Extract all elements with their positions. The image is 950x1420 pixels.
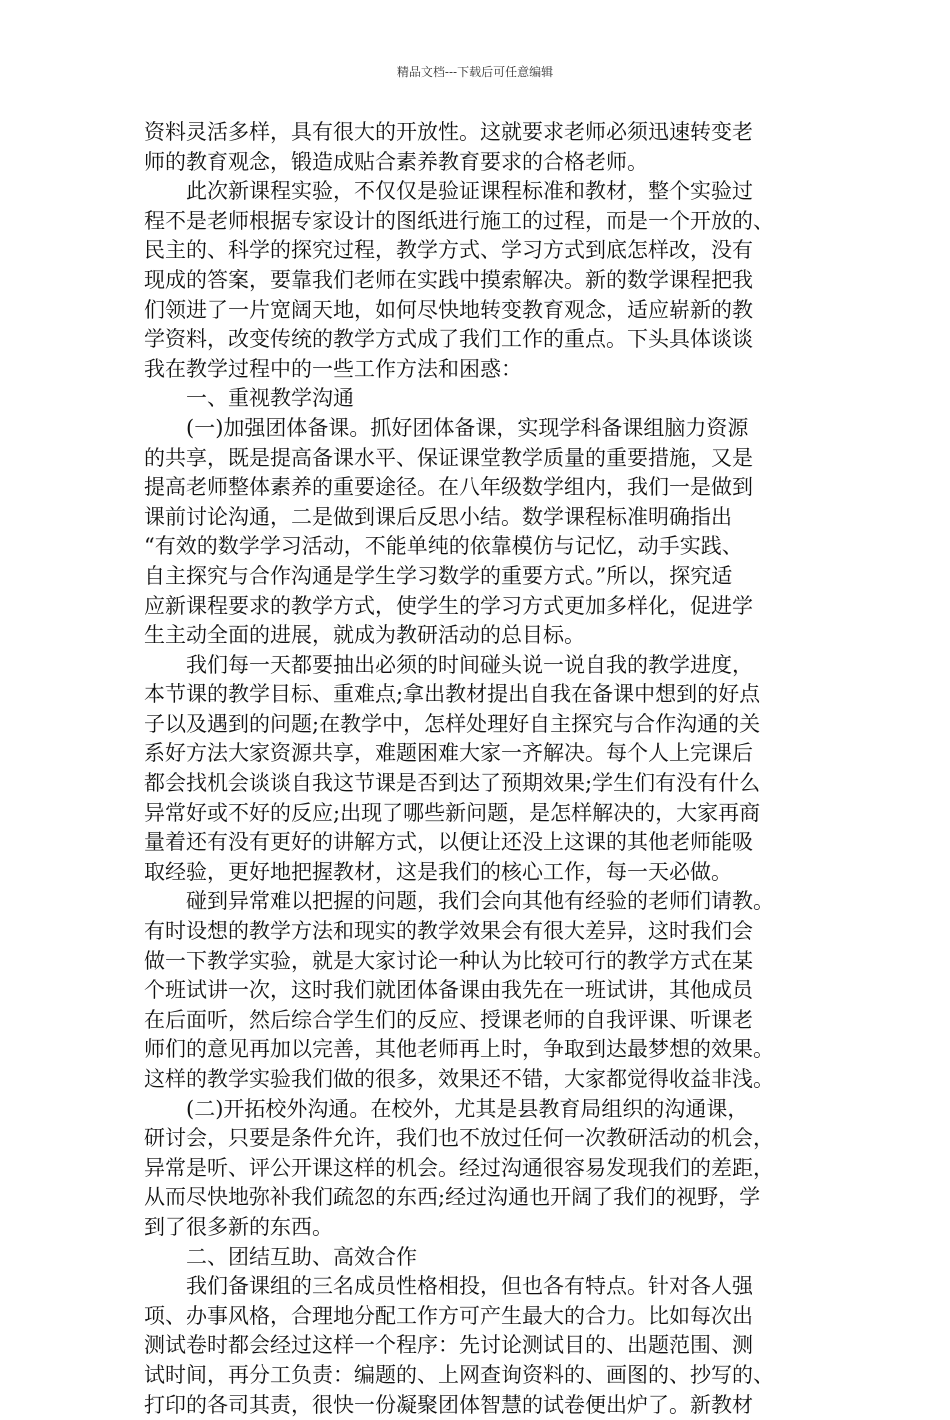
text-line: 生主动全面的进展，就成为教研活动的总目标。: [144, 623, 585, 648]
text-line: 在后面听，然后综合学生们的反应、授课老师的自我评课、听课老: [144, 1007, 753, 1032]
text-line: 提高老师整体素养的重要途径。在八年级数学组内，我们一是做到: [144, 475, 753, 500]
page-header: 精品文档---下载后可任意编辑: [396, 65, 554, 79]
text-line: 异常好或不好的反应;出现了哪些新问题，是怎样解决的，大家再商: [144, 800, 761, 825]
text-line: 做一下教学实验，就是大家讨论一种认为比较可行的教学方式在某: [144, 948, 753, 973]
text-line: 师们的意见再加以完善，其他老师再上时，争取到达最梦想的效果。: [144, 1037, 774, 1062]
text-line: 一、重视教学沟通: [186, 386, 354, 411]
text-line: 资料灵活多样，具有很大的开放性。这就要求老师必须迅速转变老: [144, 120, 753, 144]
text-line: 课前讨论沟通，二是做到课后反思小结。数学课程标准明确指出: [144, 504, 732, 529]
text-line: 都会找机会谈谈自我这节课是否到达了预期效果;学生们有没有什么: [144, 771, 761, 796]
text-line: 本节课的教学目标、重难点;拿出教材提出自我在备课中想到的好点: [144, 682, 761, 707]
text-line: 碰到异常难以把握的问题，我们会向其他有经验的老师们请教。: [186, 889, 774, 914]
text-line: 项、办事风格，合理地分配工作方可产生最大的合力。比如每次出: [144, 1303, 753, 1328]
text-line: 研讨会，只要是条件允许，我们也不放过任何一次教研活动的机会，: [144, 1126, 774, 1151]
text-line: 个班试讲一次，这时我们就团体备课由我先在一班试讲，其他成员: [144, 978, 753, 1003]
text-line: 我在教学过程中的一些工作方法和困惑：: [144, 356, 522, 381]
text-line: 师的教育观念，锻造成贴合素养教育要求的合格老师。: [144, 149, 648, 174]
text-line: 二、团结互助、高效合作: [186, 1244, 417, 1269]
text-line: 现成的答案，要靠我们老师在实践中摸索解决。新的数学课程把我: [144, 267, 753, 292]
text-line: 这样的教学实验我们做的很多，效果还不错，大家都觉得收益非浅。: [144, 1067, 774, 1091]
text-line: 测试卷时都会经过这样一个程序：先讨论测试目的、出题范围、测: [144, 1333, 753, 1358]
text-line: 异常是听、评公开课这样的机会。经过沟通很容易发现我们的差距，: [144, 1155, 774, 1180]
text-line: (二)开拓校外沟通。在校外，尤其是县教育局组织的沟通课，: [186, 1096, 749, 1121]
text-line: 子以及遇到的问题;在教学中，怎样处理好自主探究与合作沟通的关: [144, 711, 761, 736]
text-line: 量着还有没有更好的讲解方式，以便让还没上这课的其他老师能吸: [144, 830, 753, 855]
text-line: 学资料，改变传统的教学方式成了我们工作的重点。下头具体谈谈: [144, 327, 753, 352]
text-line: 我们每一天都要抽出必须的时间碰头说一说自我的教学进度，: [186, 652, 753, 677]
text-line: 们领进了一片宽阔天地，如何尽快地转变教育观念，适应崭新的教: [144, 297, 753, 322]
text-line: 的共享，既是提高备课水平、保证课堂教学质量的重要措施，又是: [144, 445, 753, 470]
text-line: 系好方法大家资源共享，难题困难大家一齐解决。每个人上完课后: [144, 741, 753, 766]
text-line: 从而尽快地弥补我们疏忽的东西;经过沟通也开阔了我们的视野，学: [144, 1185, 761, 1210]
text-line: 我们备课组的三名成员性格相投，但也各有特点。针对各人强: [186, 1274, 753, 1299]
text-line: (一)加强团体备课。抓好团体备课，实现学科备课组脑力资源: [186, 415, 749, 440]
text-line: 有时设想的教学方法和现实的教学效果会有很大差异，这时我们会: [144, 919, 753, 944]
text-line: 取经验，更好地把握教材，这是我们的核心工作，每一天必做。: [144, 859, 732, 884]
document-body: [144, 118, 808, 1420]
text-line: “有效的数学学习活动，不能单纯的依靠模仿与记忆，动手实践、: [144, 534, 743, 559]
text-line: 到了很多新的东西。: [144, 1214, 333, 1239]
text-line: 程不是老师根据专家设计的图纸进行施工的过程，而是一个开放的、: [144, 208, 774, 233]
text-line: 打印的各司其责，很快一份凝聚团体智慧的试卷便出炉了。新教材: [144, 1392, 753, 1417]
text-line: 试时间，再分工负责：编题的、上网查询资料的、画图的、抄写的、: [144, 1362, 774, 1387]
text-line: 此次新课程实验，不仅仅是验证课程标准和教材，整个实验过: [186, 179, 753, 204]
text-line: 自主探究与合作沟通是学生学习数学的重要方式。”所以，探究适: [144, 563, 733, 588]
text-line: 民主的、科学的探究过程，教学方式、学习方式到底怎样改，没有: [144, 238, 753, 263]
text-line: 应新课程要求的教学方式，使学生的学习方式更加多样化，促进学: [144, 593, 753, 618]
